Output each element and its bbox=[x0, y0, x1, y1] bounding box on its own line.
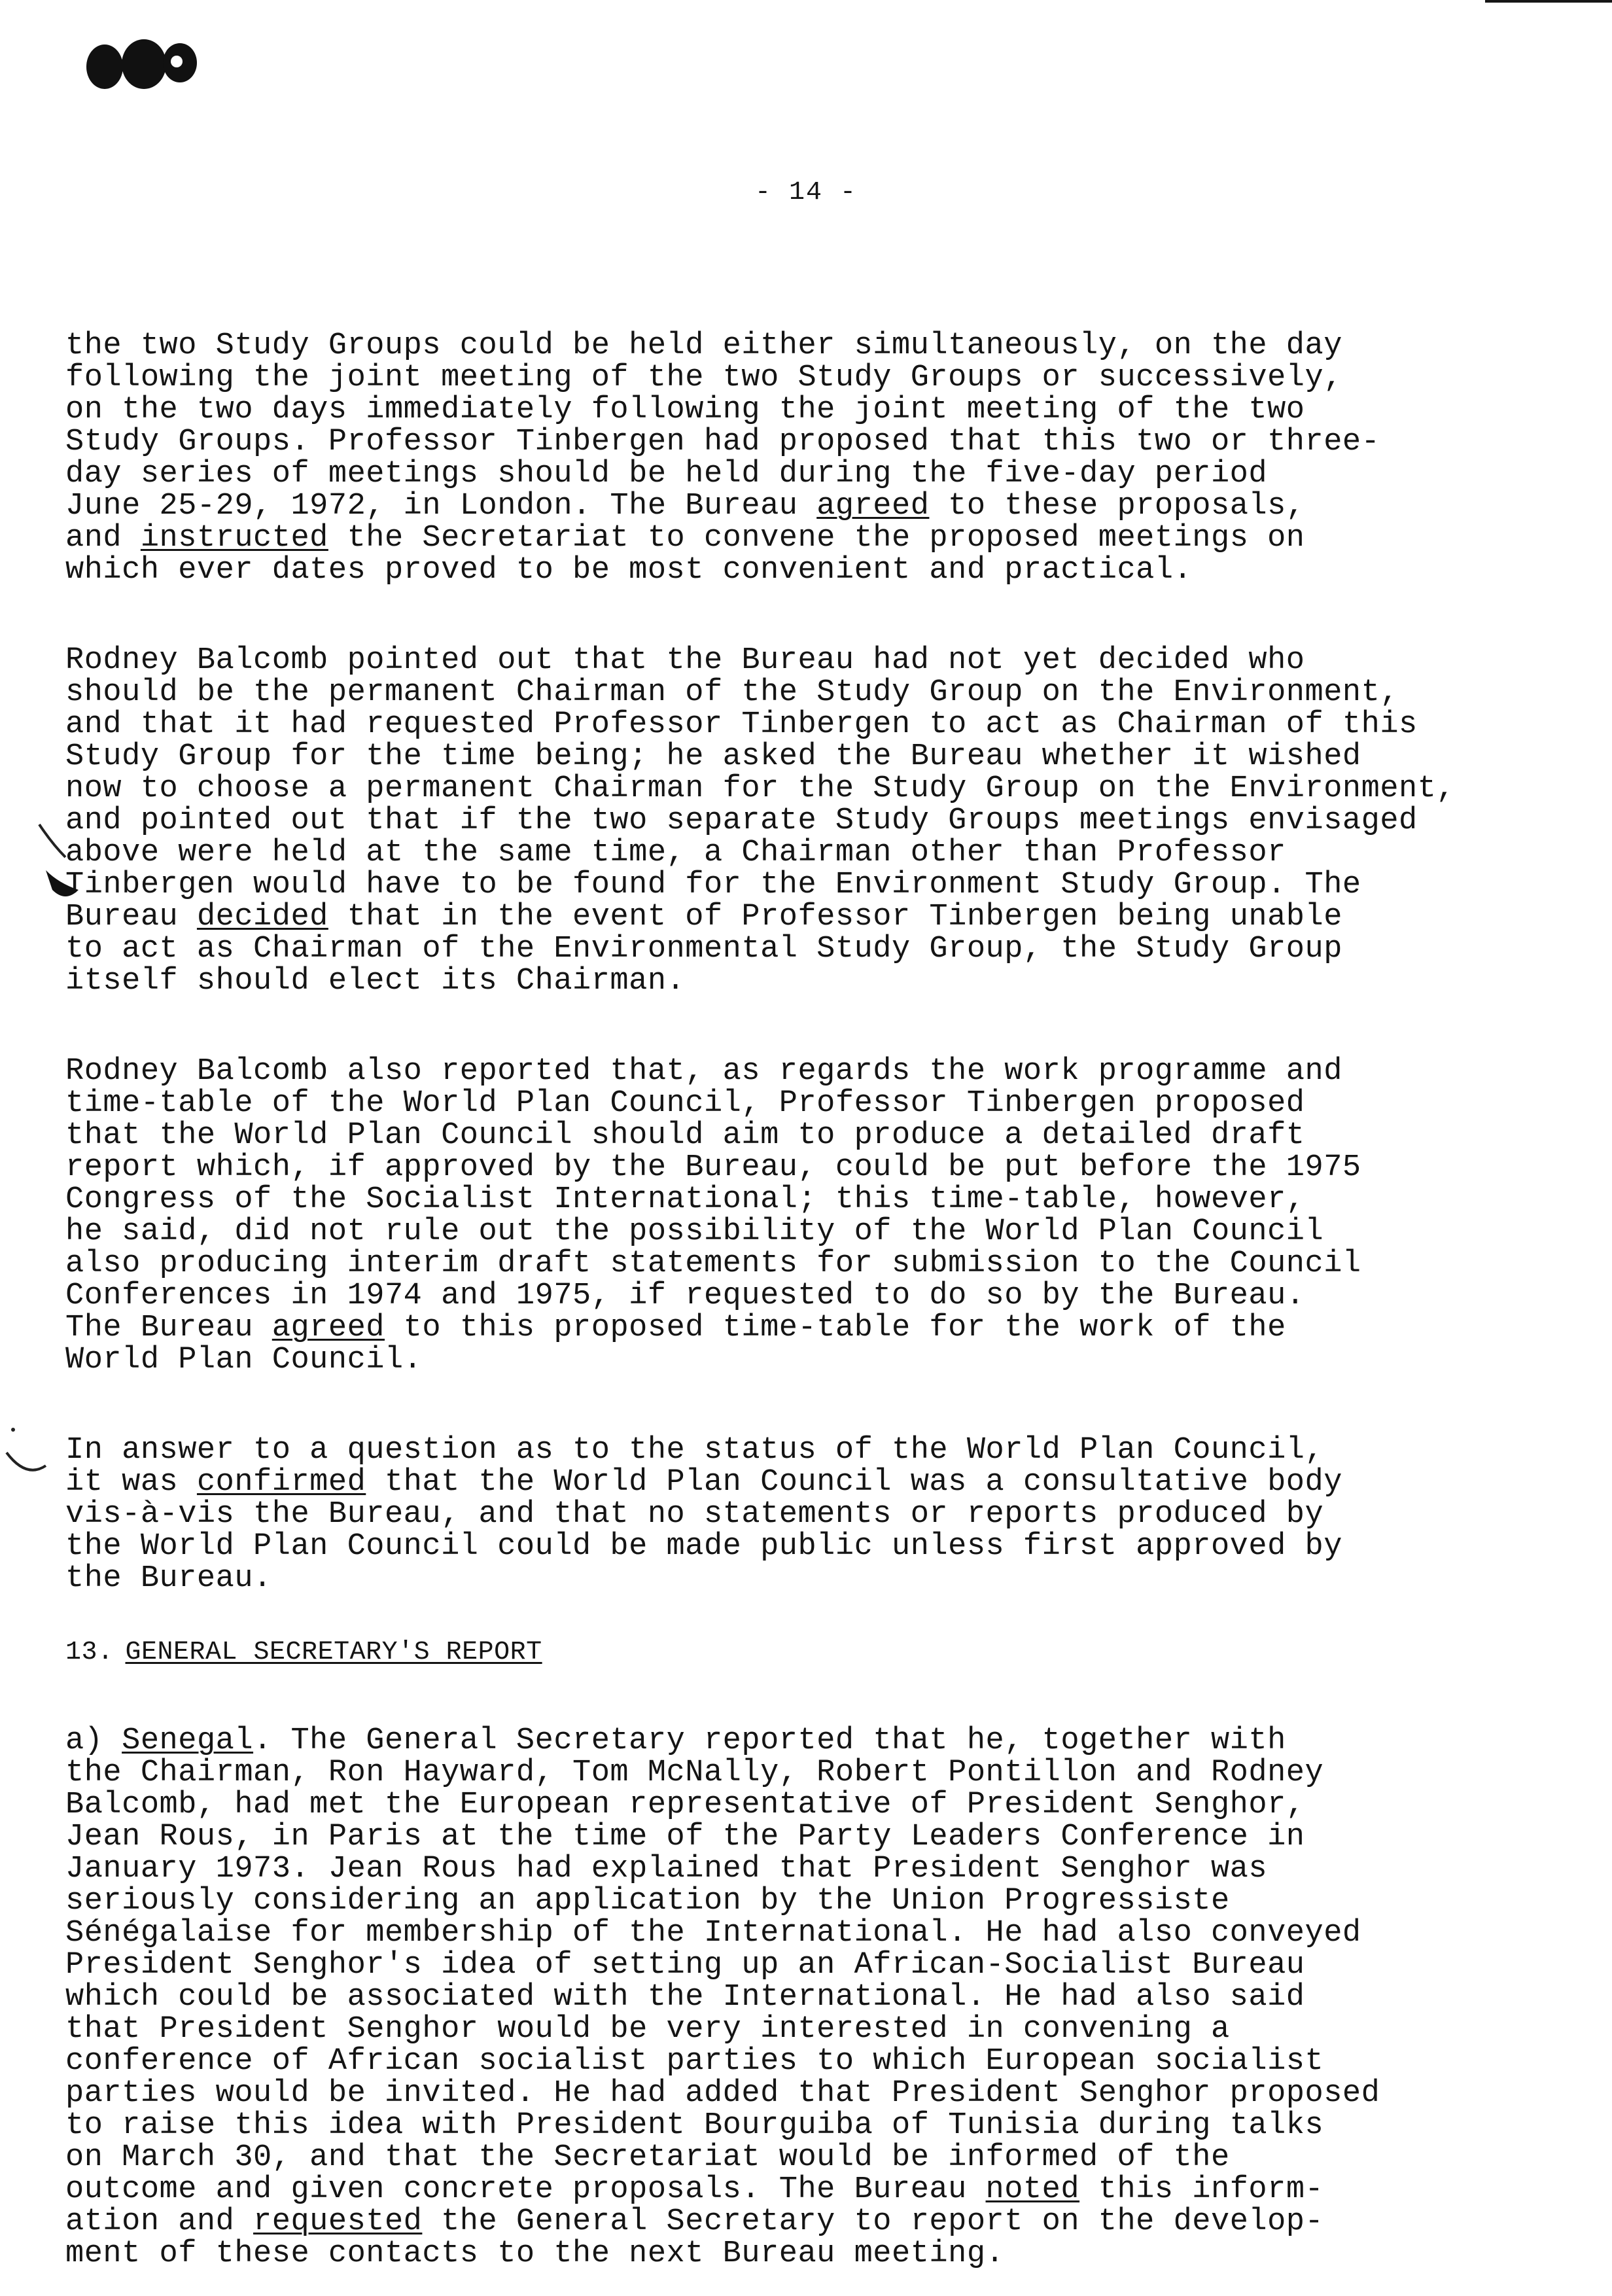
keyword-instructed: instructed bbox=[140, 521, 328, 556]
paragraph-work-programme: Rodney Balcomb also reported that, as regards the work programme and time-table of the World Plan Council, Professor Tinbergen proposed that the World Plan Council should aim to produce a detailed draft report which, if approved by the Bureau, could be put before the 1975 Congress of the Socialist International; this time-table, however, he said, did not rule out the possibility of the World Plan Council also producing interim draft statements for submission to the Council Conferences in 1974 and 1975, if requested to do so by the Bureau. The Bureau agreed to this proposed time-table for the work of the World Plan Council. bbox=[65, 1054, 1361, 1377]
document-body bbox=[65, 298, 1472, 2296]
margin-mark bbox=[0, 1420, 52, 1479]
keyword-senegal: Senegal bbox=[122, 1723, 254, 1758]
scan-edge-line bbox=[1485, 0, 1612, 3]
keyword-agreed: agreed bbox=[816, 489, 930, 523]
keyword-noted: noted bbox=[985, 2172, 1080, 2207]
paragraph-study-groups: the two Study Groups could be held either simultaneously, on the day following the joint meeting of the two Study Groups or successively, on the two days immediately following the joint meeting of the two Study Groups. Professor Tinbergen had proposed that this two or three- day series of meetings should be held during the five-day period June 25-29, 1972, in London. The Bureau agreed to these proposals, and instructed the Secretariat to convene the proposed meetings on which ever dates proved to be most convenient and practical. bbox=[65, 328, 1380, 588]
section-title: GENERAL SECRETARY'S REPORT bbox=[125, 1638, 542, 1667]
page-number: - 14 - bbox=[754, 178, 858, 207]
keyword-agreed: agreed bbox=[272, 1311, 385, 1345]
paragraph-chairman: Rodney Balcomb pointed out that the Bureau had not yet decided who should be the permanent Chairman of the Study Group on the Environment, and that it had requested Professor Tinbergen to act as Chairman of this Study Group for the time being; he asked the Bureau whether it wished now to choose a permanent Chairman for the Study Group on the Environment, and pointed out that if the two separate Study Groups meetings envisaged above were held at the same time, a Chairman other than Professor Tinbergen would have to be found for the Environment Study Group. The Bureau decided that in the event of Professor Tinbergen being unable to act as Chairman of the Environmental Study Group, the Study Group itself should elect its Chairman. bbox=[65, 643, 1456, 998]
paragraph-status: In answer to a question as to the status of the World Plan Council, it was confirmed that the World Plan Council was a consultative body vis-à-vis the Bureau, and that no statements or reports produced by the World Plan Council could be made public unless first approved by the Bureau. bbox=[65, 1433, 1342, 1596]
paragraph-senegal: a) Senegal. The General Secretary reported that he, together with the Chairman, Ron Hayward, Tom McNally, Robert Pontillon and Rodney Balcomb, had met the European representative of President Senghor, Jean Rous, in Paris at the time of the Party Leaders Conference in January 1973. Jean Rous had explained that President Senghor was seriously considering an application by the Union Progressiste Sénégalaise for membership of the International. He had also conveyed President Senghor's idea of setting up an African-Socialist Bureau which could be associated with the International. He had also said that President Senghor would be very interested in convening a conference of African socialist parties to which European socialist parties would be invited. He had added that President Senghor proposed to raise this idea with President Bourguiba of Tunisia during talks on March 30, and that the Secretariat would be informed of the outcome and given concrete proposals. The Bureau noted this inform- ation and requested the General Secretary to report on the develop- ment of these contacts to the next Bureau meeting. bbox=[65, 1723, 1380, 2271]
keyword-requested: requested bbox=[253, 2204, 423, 2239]
section-heading bbox=[65, 1636, 1472, 1669]
keyword-confirmed: confirmed bbox=[196, 1465, 366, 1500]
ink-blot-decoration bbox=[79, 34, 236, 93]
keyword-decided: decided bbox=[196, 900, 328, 934]
section-number: 13. bbox=[65, 1638, 114, 1667]
margin-mark bbox=[26, 811, 85, 916]
